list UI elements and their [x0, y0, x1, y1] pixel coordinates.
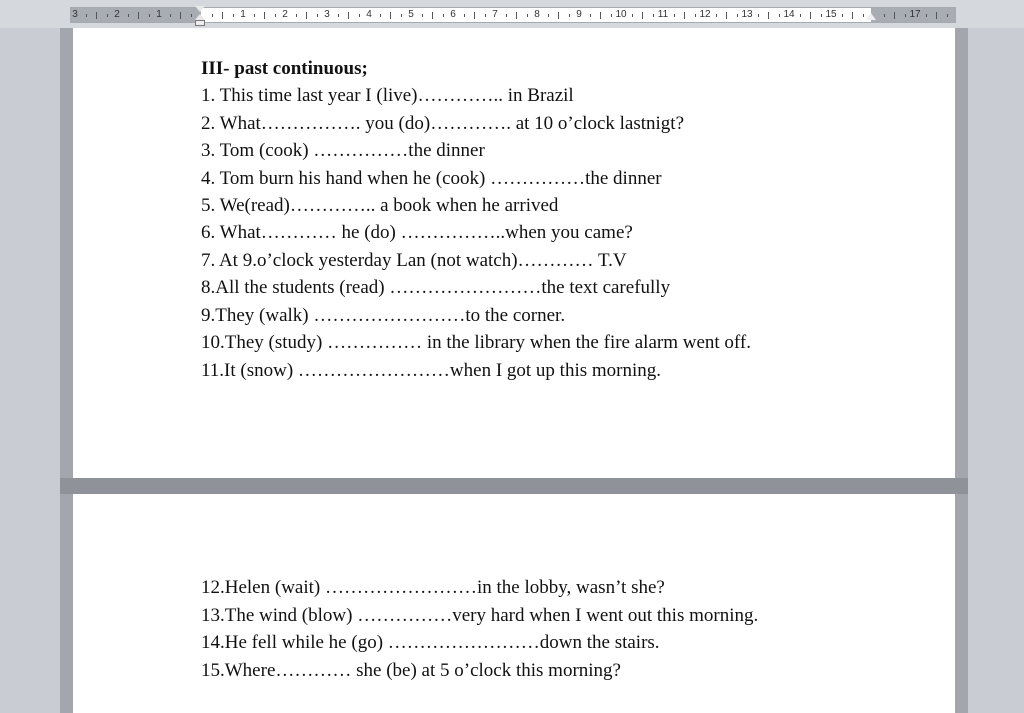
- ruler-tick: [149, 14, 150, 17]
- ruler-number: 7: [492, 9, 498, 20]
- ruler-number: 2: [114, 9, 120, 20]
- ruler-number: 1: [156, 9, 162, 20]
- ruler-tick: [758, 14, 759, 17]
- ruler-tick: [107, 14, 108, 17]
- ruler-tick: [726, 12, 727, 19]
- ruler-tick: [516, 12, 517, 19]
- ruler-tick: [737, 14, 738, 17]
- ruler-tick: [695, 14, 696, 17]
- ruler-number: 11: [657, 9, 669, 20]
- ruler-tick: [894, 12, 895, 19]
- page-break-gap: [60, 478, 968, 494]
- ruler-tick: [768, 12, 769, 19]
- ruler-tick: [264, 12, 265, 19]
- ruler-number: 2: [282, 9, 288, 20]
- page-1[interactable]: [73, 28, 955, 478]
- exercise-line: 10.They (study) …………… in the library when the fire alarm went off.: [201, 332, 751, 353]
- ruler-tick: [852, 12, 853, 19]
- exercise-line: 4. Tom burn his hand when he (cook) ……………the dinner: [201, 168, 662, 189]
- ruler-number: 9: [576, 9, 582, 20]
- ruler-tick: [138, 12, 139, 19]
- ruler-tick: [947, 14, 948, 17]
- ruler-number: 10: [615, 9, 627, 20]
- ruler-tick: [936, 12, 937, 19]
- ruler-tick: [485, 14, 486, 17]
- ruler-tick: [96, 12, 97, 19]
- ruler-number: 4: [366, 9, 372, 20]
- ruler-tick: [359, 14, 360, 17]
- exercise-line: 12.Helen (wait) ……………………in the lobby, wasn’t she?: [201, 577, 665, 598]
- ruler-tick: [569, 14, 570, 17]
- ruler-tick: [810, 12, 811, 19]
- exercise-line: 2. What……………. you (do)…………. at 10 o’clock lastnigt?: [201, 113, 685, 134]
- ruler-tick: [527, 14, 528, 17]
- exercise-line: 7. At 9.o’clock yesterday Lan (not watch)………… T.V: [201, 250, 627, 271]
- ruler-tick: [642, 12, 643, 19]
- exercise-line: 5. We(read)………….. a book when he arrived: [201, 195, 559, 216]
- ruler-tick: [863, 14, 864, 17]
- ruler-number: 12: [699, 9, 711, 20]
- ruler-number: 3: [324, 9, 330, 20]
- ruler-tick: [611, 14, 612, 17]
- ruler-tick: [348, 12, 349, 19]
- ruler-tick: [306, 12, 307, 19]
- ruler-tick: [275, 14, 276, 17]
- exercise-line: 15.Where………… she (be) at 5 o’clock this morning?: [201, 660, 621, 681]
- ruler-tick: [600, 12, 601, 19]
- ruler-tick: [632, 14, 633, 17]
- ruler-tick: [401, 14, 402, 17]
- ruler-tick: [905, 14, 906, 17]
- ruler-number: 15: [825, 9, 837, 20]
- ruler-tick: [380, 14, 381, 17]
- first-line-indent-marker[interactable]: [195, 6, 205, 12]
- exercise-line: 14.He fell while he (go) ……………………down the stairs.: [201, 632, 660, 653]
- ruler-number: 5: [408, 9, 414, 20]
- ruler-tick: [506, 14, 507, 17]
- ruler-tick: [779, 14, 780, 17]
- ruler-tick: [233, 14, 234, 17]
- exercise-line: 8.All the students (read) ……………………the text carefully: [201, 277, 671, 298]
- ruler-tick: [800, 14, 801, 17]
- right-indent-marker[interactable]: [866, 13, 876, 20]
- exercise-line: 3. Tom (cook) ……………the dinner: [201, 140, 485, 161]
- ruler-tick: [180, 12, 181, 19]
- ruler-tick: [254, 14, 255, 17]
- ruler-tick: [212, 14, 213, 17]
- ruler-tick: [390, 12, 391, 19]
- ruler-tick: [821, 14, 822, 17]
- ruler-tick: [684, 12, 685, 19]
- ruler-tick: [590, 14, 591, 17]
- exercise-line: 6. What………… he (do) ……………..when you came?: [201, 222, 633, 243]
- ruler-tick: [128, 14, 129, 17]
- ruler-tick: [170, 14, 171, 17]
- page-heading: III- past continuous;: [201, 58, 368, 79]
- ruler-number: 13: [741, 9, 753, 20]
- exercise-line: 9.They (walk) ……………………to the corner.: [201, 305, 566, 326]
- ruler-number: 14: [783, 9, 795, 20]
- ruler-tick: [474, 12, 475, 19]
- ruler-number: 17: [909, 9, 921, 20]
- ruler-tick: [443, 14, 444, 17]
- left-indent-marker[interactable]: [195, 20, 205, 26]
- ruler-tick: [338, 14, 339, 17]
- ruler-tick: [422, 14, 423, 17]
- ruler-tick: [86, 14, 87, 17]
- ruler-tick: [558, 12, 559, 19]
- exercise-line: 1. This time last year I (live)………….. in Brazil: [201, 85, 574, 106]
- ruler-tick: [222, 12, 223, 19]
- ruler-number: 8: [534, 9, 540, 20]
- page-2[interactable]: [73, 494, 955, 713]
- document-area[interactable]: [60, 28, 968, 713]
- ruler-tick: [432, 12, 433, 19]
- ruler-tick: [716, 14, 717, 17]
- ruler-tick: [674, 14, 675, 17]
- exercise-line: 11.It (snow) ……………………when I got up this morning.: [201, 360, 662, 381]
- horizontal-ruler[interactable]: [0, 0, 1024, 28]
- ruler-tick: [842, 14, 843, 17]
- ruler-tick: [317, 14, 318, 17]
- exercise-line: 13.The wind (blow) ……………very hard when I went out this morning.: [201, 605, 759, 626]
- ruler-tick: [464, 14, 465, 17]
- ruler-number: 3: [72, 9, 78, 20]
- ruler-tick: [926, 14, 927, 17]
- ruler-tick: [548, 14, 549, 17]
- ruler-tick: [296, 14, 297, 17]
- ruler-tick: [191, 14, 192, 17]
- ruler-number: 1: [240, 9, 246, 20]
- ruler-tick: [653, 14, 654, 17]
- ruler-tick: [884, 14, 885, 17]
- ruler-number: 6: [450, 9, 456, 20]
